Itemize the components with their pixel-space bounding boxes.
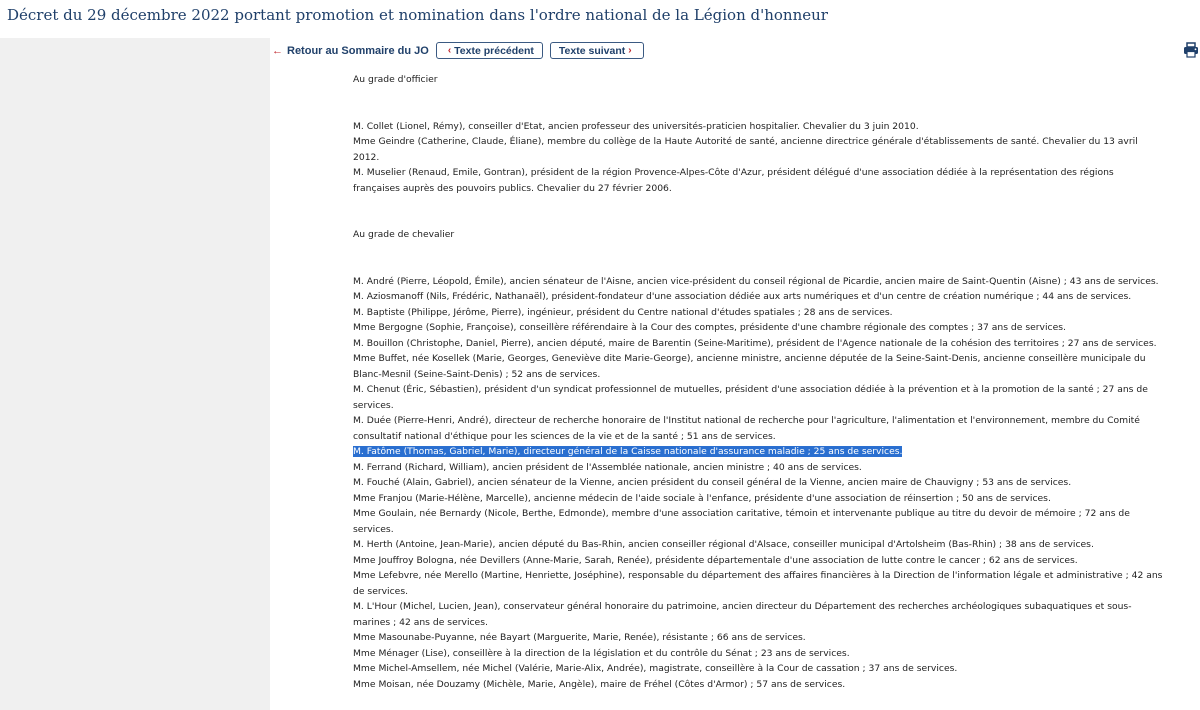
text-navigation [272, 40, 644, 61]
list-item: Mme Michel-Amsellem, née Michel (Valérie, Marie-Alix, Andrée), magistrate, conseillère à la Cour de cassation ; 37 ans de services. [353, 663, 958, 674]
page-title: Décret du 29 décembre 2022 portant promotion et nomination dans l'ordre national de la Légion d'honneur [7, 6, 828, 24]
list-item: M. L'Hour (Michel, Lucien, Jean), conservateur général honoraire du patrimoine, ancien directeur du Département des recherches archéologiques subaquatiques et sous-marines ; 42 ans de services. [353, 601, 1132, 628]
list-item: M. Aziosmanoff (Nils, Frédéric, Nathanaël), président-fondateur d'une association dédiée aux arts numériques et d'un centre de création numérique ; 44 ans de services. [353, 291, 1132, 302]
list-item-selected: M. Fatôme (Thomas, Gabriel, Marie), directeur général de la Caisse nationale d'assurance maladie ; 25 ans de services. [353, 446, 903, 457]
left-sidebar [0, 38, 270, 710]
list-item: Mme Goulain, née Bernardy (Nicole, Berthe, Edmonde), membre d'une association caritative, témoin et intervenante publique au titre du devoir de mémoire ; 72 ans de services. [353, 508, 1130, 535]
previous-text-button[interactable] [436, 42, 543, 59]
list-item: M. Duée (Pierre-Henri, André), directeur de recherche honoraire de l'Institut national de recherche pour l'agriculture, l'alimentation et l'environnement, membre du Comité consultatif national d'éthique pour les sciences de la vie et de la santé ; 51 ans de services. [353, 415, 1140, 442]
chevron-left-icon: ‹ [447, 45, 452, 56]
chevron-right-icon: › [628, 45, 632, 56]
list-item: Mme Masounabe-Puyanne, née Bayart (Marguerite, Marie, Renée), résistante ; 66 ans de services. [353, 632, 806, 643]
list-item: Mme Buffet, née Kosellek (Marie, Georges, Geneviève dite Marie-George), ancienne ministre, ancienne députée de la Seine-Saint-Denis, ancienne conseillère municipale du Blanc-Mesnil (Seine-Saint-Denis) ; 52 ans de services. [353, 353, 1146, 380]
chevalier-list [353, 274, 1163, 693]
back-to-summary-label: Retour au Sommaire du JO [287, 44, 429, 57]
list-item: Mme Franjou (Marie-Hélène, Marcelle), ancienne médecin de l'aide sociale à l'enfance, présidente d'une association de réinsertion ; 50 ans de services. [353, 492, 1051, 504]
list-item: Mme Moisan, née Douzamy (Michèle, Marie, Angèle), maire de Fréhel (Côtes d'Armor) ; 57 ans de services. [353, 678, 846, 690]
list-item: M. Herth (Antoine, Jean-Marie), ancien député du Bas-Rhin, ancien conseiller régional d'Alsace, conseiller municipal d'Artolsheim (Bas-Rhin) ; 38 ans de services. [353, 539, 1094, 550]
list-item: Mme Lefebvre, née Merello (Martine, Henriette, Joséphine), responsable du département des affaires financières à la Direction de l'information légale et administrative ; 42 ans de services. [353, 570, 1163, 597]
back-to-summary-link[interactable] [272, 45, 429, 57]
list-item: M. André (Pierre, Léopold, Émile), ancien sénateur de l'Aisne, ancien vice-président du conseil régional de Picardie, ancien maire de Saint-Quentin (Aisne) ; 43 ans de services. [353, 275, 1159, 287]
list-item: M. Bouillon (Christophe, Daniel, Pierre), ancien député, maire de Barentin (Seine-Maritime), président de l'Agence nationale de la cohésion des territoires ; 27 ans de services. [353, 337, 1157, 349]
list-item: M. Chenut (Éric, Sébastien), président d'un syndicat professionnel de mutuelles, président d'une association dédiée à la prévention et à la promotion de la santé ; 27 ans de services. [353, 384, 1148, 411]
print-button[interactable] [1183, 42, 1199, 58]
next-text-button[interactable] [550, 42, 644, 59]
previous-text-label: Texte précédent [454, 44, 534, 57]
next-text-label: Texte suivant [558, 44, 626, 57]
list-item: Mme Jouffroy Bologna, née Devillers (Anne-Marie, Sarah, Renée), présidente départementale d'une association de lutte contre le cancer ; 62 ans de services. [353, 554, 1078, 566]
list-item: M. Ferrand (Richard, William), ancien président de l'Assemblée nationale, ancien ministre ; 40 ans de services. [353, 461, 862, 473]
list-item: M. Collet (Lionel, Rémy), conseiller d'Etat, ancien professeur des universités-praticien hospitalier. Chevalier du 3 juin 2010. [353, 120, 919, 132]
list-item: M. Baptiste (Philippe, Jérôme, Pierre), ingénieur, président du Centre national d'études spatiales ; 28 ans de services. [353, 306, 893, 318]
list-item: Mme Ménager (Lise), conseillère à la direction de la législation et du contrôle du Sénat ; 23 ans de services. [353, 647, 850, 659]
list-item: Mme Geindre (Catherine, Claude, Éliane), membre du collège de la Haute Autorité de santé, ancienne directrice générale d'établissements de santé. Chevalier du 13 avril 2012. [353, 136, 1138, 163]
arrow-left-icon: ← [272, 44, 283, 57]
decree-content [353, 72, 1163, 692]
list-item: M. Fouché (Alain, Gabriel), ancien sénateur de la Vienne, ancien président du conseil général de la Vienne, ancien maire de Chauvigny ; 53 ans de services. [353, 477, 1072, 488]
printer-icon [1183, 42, 1199, 58]
grade-heading-chevalier: Au grade de chevalier [353, 229, 455, 240]
officier-list [353, 119, 1163, 197]
list-item: M. Muselier (Renaud, Emile, Gontran), président de la région Provence-Alpes-Côte d'Azur, président délégué d'une association dédiée à la représentation des régions françaises auprès des pouvoirs publics. Chevalier du 27 février 2006. [353, 167, 1114, 194]
list-item: Mme Bergogne (Sophie, Françoise), conseillère référendaire à la Cour des comptes, présidente d'une chambre régionale des comptes ; 37 ans de services. [353, 322, 1066, 333]
grade-heading-officier: Au grade d'officier [353, 74, 438, 85]
